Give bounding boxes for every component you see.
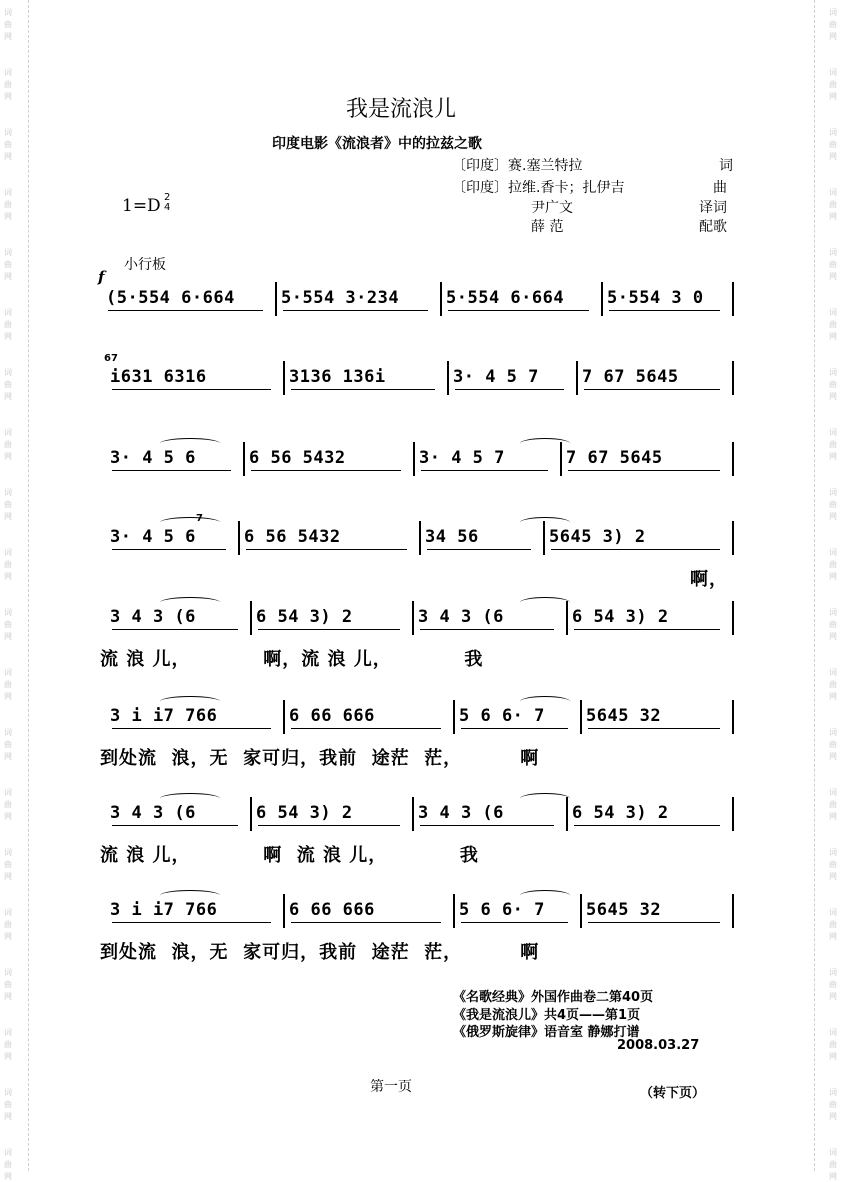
slur bbox=[160, 890, 220, 901]
barline bbox=[576, 361, 578, 395]
watermark-glyph: 网 bbox=[4, 212, 12, 221]
watermark-glyph: 词 bbox=[829, 1148, 837, 1157]
barline bbox=[412, 601, 414, 635]
watermark-glyph: 网 bbox=[4, 992, 12, 1001]
watermark-glyph: 词 bbox=[4, 428, 12, 437]
watermark-glyph: 曲 bbox=[4, 1040, 12, 1049]
watermark-glyph: 词 bbox=[4, 308, 12, 317]
watermark-glyph: 词 bbox=[829, 188, 837, 197]
watermark-glyph: 词 bbox=[4, 248, 12, 257]
measure: 3· 4 5 7 bbox=[419, 448, 505, 468]
beam-underline bbox=[455, 389, 564, 390]
beam-underline bbox=[588, 728, 720, 729]
slur bbox=[160, 597, 220, 608]
beam-underline bbox=[258, 825, 400, 826]
watermark-glyph: 网 bbox=[4, 932, 12, 941]
measure: 34 56 bbox=[425, 527, 479, 547]
beam-underline bbox=[258, 629, 400, 630]
measure: 6 56 5432 bbox=[244, 527, 341, 547]
measure: 7 67 5645 bbox=[566, 448, 663, 468]
watermark-glyph: 网 bbox=[829, 692, 837, 701]
measure: (5·554 6·664 bbox=[106, 288, 235, 308]
watermark-glyph: 词 bbox=[829, 128, 837, 137]
barline bbox=[440, 282, 442, 316]
watermark-glyph: 曲 bbox=[4, 500, 12, 509]
watermark-glyph: 词 bbox=[4, 908, 12, 917]
watermark-glyph: 词 bbox=[829, 1028, 837, 1037]
watermark-glyph: 曲 bbox=[829, 200, 837, 209]
barline bbox=[580, 894, 582, 928]
measure: 3· 4 5 7 bbox=[453, 367, 539, 387]
beam-underline bbox=[112, 549, 226, 550]
watermark-glyph: 网 bbox=[829, 332, 837, 341]
watermark-glyph: 词 bbox=[829, 848, 837, 857]
slur bbox=[160, 793, 220, 804]
watermark-glyph: 网 bbox=[4, 272, 12, 281]
measure: 6 54 3) 2 bbox=[572, 607, 669, 627]
watermark-glyph: 网 bbox=[829, 632, 837, 641]
measure: 6 56 5432 bbox=[249, 448, 346, 468]
watermark-glyph: 曲 bbox=[829, 1160, 837, 1169]
beam-underline bbox=[112, 389, 271, 390]
lyric-line: 啊， bbox=[690, 569, 728, 590]
barline bbox=[275, 282, 277, 316]
watermark-glyph: 网 bbox=[4, 812, 12, 821]
lyric-line: 到处流 浪，无 家可归，我前 途茫 茫， 啊 bbox=[100, 942, 540, 963]
watermark-glyph: 曲 bbox=[4, 920, 12, 929]
credit-lyricist-role: 词 bbox=[719, 158, 733, 174]
beam-underline bbox=[291, 389, 435, 390]
watermark-glyph: 网 bbox=[829, 1052, 837, 1061]
barline bbox=[732, 521, 734, 555]
watermark-glyph: 词 bbox=[4, 608, 12, 617]
beam-underline bbox=[251, 470, 401, 471]
grace-note: 67 bbox=[104, 353, 118, 364]
measure: 5645 32 bbox=[586, 706, 662, 726]
watermark-glyph: 曲 bbox=[4, 140, 12, 149]
watermark-glyph: 网 bbox=[4, 452, 12, 461]
barline bbox=[580, 700, 582, 734]
watermark-glyph: 曲 bbox=[4, 980, 12, 989]
measure: 6 54 3) 2 bbox=[256, 803, 353, 823]
measure: 6 54 3) 2 bbox=[256, 607, 353, 627]
watermark-glyph: 词 bbox=[4, 188, 12, 197]
watermark-glyph: 词 bbox=[829, 428, 837, 437]
watermark-glyph: 词 bbox=[829, 788, 837, 797]
watermark-glyph: 词 bbox=[829, 668, 837, 677]
page-label: 第一页 bbox=[370, 1079, 412, 1095]
barline bbox=[732, 361, 734, 395]
barline bbox=[283, 361, 285, 395]
time-signature-bottom: 4 bbox=[164, 202, 171, 213]
barline bbox=[419, 521, 421, 555]
measure: 5645 32 bbox=[586, 900, 662, 920]
watermark-glyph: 曲 bbox=[4, 860, 12, 869]
watermark-glyph: 词 bbox=[829, 8, 837, 17]
grace-note: 7 bbox=[196, 513, 203, 524]
lyric-line: 流 浪 儿， 啊，流 浪 儿， 我 bbox=[100, 649, 484, 670]
watermark-glyph: 词 bbox=[4, 788, 12, 797]
barline bbox=[238, 521, 240, 555]
barline bbox=[412, 797, 414, 831]
watermark-glyph: 词 bbox=[4, 668, 12, 677]
watermark-glyph: 曲 bbox=[4, 20, 12, 29]
watermark-glyph: 词 bbox=[4, 8, 12, 17]
watermark-glyph: 词 bbox=[829, 548, 837, 557]
barline bbox=[243, 442, 245, 476]
measure: 6 66 666 bbox=[289, 900, 375, 920]
watermark-glyph: 曲 bbox=[4, 260, 12, 269]
beam-underline bbox=[551, 549, 720, 550]
slur bbox=[520, 438, 570, 449]
beam-underline bbox=[448, 310, 589, 311]
lyric-line: 到处流 浪，无 家可归，我前 途茫 茫， 啊 bbox=[100, 748, 540, 769]
continue-label: （转下页） bbox=[640, 1086, 706, 1101]
watermark-glyph: 曲 bbox=[829, 920, 837, 929]
measure: 5·554 3 0 bbox=[607, 288, 704, 308]
watermark-glyph: 曲 bbox=[4, 1100, 12, 1109]
watermark-glyph: 曲 bbox=[4, 800, 12, 809]
beam-underline bbox=[112, 629, 238, 630]
watermark-glyph: 曲 bbox=[829, 440, 837, 449]
left-margin-guide bbox=[14, 0, 29, 1171]
watermark-glyph: 词 bbox=[4, 68, 12, 77]
watermark-glyph: 曲 bbox=[829, 620, 837, 629]
watermark-glyph: 曲 bbox=[829, 800, 837, 809]
barline bbox=[732, 601, 734, 635]
credit-arranger-role: 配歌 bbox=[699, 219, 727, 235]
watermark-glyph: 网 bbox=[829, 752, 837, 761]
watermark-glyph: 网 bbox=[4, 332, 12, 341]
watermark-glyph: 网 bbox=[4, 572, 12, 581]
watermark-glyph: 网 bbox=[829, 92, 837, 101]
beam-underline bbox=[420, 629, 554, 630]
watermark-glyph: 网 bbox=[4, 1112, 12, 1121]
measure: 5 6 6· 7 bbox=[459, 900, 545, 920]
song-title: 我是流浪儿 bbox=[346, 97, 457, 122]
key-signature: 1=D bbox=[122, 196, 161, 216]
watermark-glyph: 曲 bbox=[4, 740, 12, 749]
beam-underline bbox=[291, 922, 441, 923]
measure: 3 i i7 766 bbox=[110, 900, 218, 920]
slur bbox=[520, 597, 570, 608]
watermark-glyph: 词 bbox=[4, 968, 12, 977]
watermark-glyph: 网 bbox=[829, 392, 837, 401]
beam-underline bbox=[112, 922, 271, 923]
measure: 3136 136i bbox=[289, 367, 386, 387]
beam-underline bbox=[427, 549, 531, 550]
beam-underline bbox=[609, 310, 720, 311]
watermark-glyph: 网 bbox=[4, 692, 12, 701]
watermark-glyph: 曲 bbox=[829, 680, 837, 689]
watermark-glyph: 曲 bbox=[829, 140, 837, 149]
watermark-glyph: 曲 bbox=[829, 1040, 837, 1049]
slur bbox=[160, 696, 220, 707]
measure: 3· 4 5 6 bbox=[110, 527, 196, 547]
credit-arranger: 薛 范 bbox=[531, 219, 564, 235]
beam-underline bbox=[291, 728, 441, 729]
measure: 3· 4 5 6 bbox=[110, 448, 196, 468]
beam-underline bbox=[461, 728, 568, 729]
watermark-glyph: 网 bbox=[829, 1112, 837, 1121]
credit-composer: 〔印度〕拉维.香卡；扎伊吉 bbox=[452, 180, 625, 196]
watermark-glyph: 词 bbox=[829, 968, 837, 977]
watermark-glyph: 网 bbox=[829, 212, 837, 221]
watermark-glyph: 曲 bbox=[4, 1160, 12, 1169]
source-line-3: 《俄罗斯旋律》语音室 静娜打谱 bbox=[453, 1025, 640, 1040]
watermark-glyph: 网 bbox=[829, 452, 837, 461]
beam-underline bbox=[421, 470, 548, 471]
watermark-glyph: 词 bbox=[829, 68, 837, 77]
beam-underline bbox=[574, 629, 720, 630]
watermark-glyph: 曲 bbox=[829, 740, 837, 749]
watermark-glyph: 曲 bbox=[829, 560, 837, 569]
barline bbox=[732, 797, 734, 831]
watermark-glyph: 网 bbox=[829, 932, 837, 941]
watermark-glyph: 词 bbox=[4, 848, 12, 857]
slur bbox=[520, 793, 570, 804]
watermark-glyph: 网 bbox=[4, 632, 12, 641]
watermark-glyph: 网 bbox=[4, 752, 12, 761]
watermark-glyph: 网 bbox=[4, 152, 12, 161]
beam-underline bbox=[112, 825, 238, 826]
slur bbox=[160, 438, 220, 449]
barline bbox=[283, 700, 285, 734]
watermark-glyph: 曲 bbox=[829, 20, 837, 29]
measure: 6 66 666 bbox=[289, 706, 375, 726]
barline bbox=[447, 361, 449, 395]
credit-translator: 尹广文 bbox=[531, 200, 573, 216]
lyric-line: 流 浪 儿， 啊 流 浪 儿， 我 bbox=[100, 845, 479, 866]
barline bbox=[732, 442, 734, 476]
barline bbox=[250, 797, 252, 831]
watermark-glyph: 曲 bbox=[4, 440, 12, 449]
watermark-glyph: 词 bbox=[829, 1088, 837, 1097]
watermark-glyph: 曲 bbox=[829, 980, 837, 989]
barline bbox=[453, 700, 455, 734]
watermark-glyph: 曲 bbox=[829, 320, 837, 329]
barline bbox=[413, 442, 415, 476]
watermark-glyph: 网 bbox=[829, 872, 837, 881]
measure: 3 4 3 (6 bbox=[418, 607, 504, 627]
watermark-glyph: 曲 bbox=[829, 500, 837, 509]
beam-underline bbox=[108, 310, 263, 311]
watermark-glyph: 词 bbox=[829, 308, 837, 317]
barline bbox=[601, 282, 603, 316]
beam-underline bbox=[588, 922, 720, 923]
watermark-glyph: 网 bbox=[4, 872, 12, 881]
barline bbox=[250, 601, 252, 635]
watermark-glyph: 网 bbox=[829, 32, 837, 41]
beam-underline bbox=[461, 922, 568, 923]
watermark-glyph: 网 bbox=[829, 272, 837, 281]
measure: 6 54 3) 2 bbox=[572, 803, 669, 823]
watermark-glyph: 曲 bbox=[4, 680, 12, 689]
watermark-glyph: 曲 bbox=[4, 80, 12, 89]
measure: 5 6 6· 7 bbox=[459, 706, 545, 726]
measure: 3 4 3 (6 bbox=[110, 607, 196, 627]
watermark-glyph: 词 bbox=[4, 1028, 12, 1037]
dynamic-marking: f bbox=[98, 268, 105, 286]
beam-underline bbox=[574, 825, 720, 826]
measure: i631 6316 bbox=[110, 367, 207, 387]
watermark-glyph: 曲 bbox=[829, 860, 837, 869]
slur bbox=[520, 890, 570, 901]
watermark-glyph: 曲 bbox=[829, 80, 837, 89]
watermark-glyph: 网 bbox=[4, 512, 12, 521]
watermark-glyph: 曲 bbox=[4, 380, 12, 389]
measure: 3 i i7 766 bbox=[110, 706, 218, 726]
watermark-glyph: 曲 bbox=[4, 200, 12, 209]
beam-underline bbox=[568, 470, 720, 471]
watermark-glyph: 词 bbox=[4, 1088, 12, 1097]
measure: 5·554 6·664 bbox=[446, 288, 565, 308]
watermark-glyph: 词 bbox=[829, 488, 837, 497]
watermark-glyph: 词 bbox=[829, 908, 837, 917]
tempo-marking: 小行板 bbox=[124, 257, 166, 273]
source-line-1: 《名歌经典》外国作曲卷二第40页 bbox=[453, 990, 654, 1005]
watermark-glyph: 曲 bbox=[4, 560, 12, 569]
beam-underline bbox=[112, 728, 271, 729]
beam-underline bbox=[584, 389, 720, 390]
watermark-glyph: 词 bbox=[829, 728, 837, 737]
watermark-glyph: 词 bbox=[4, 1148, 12, 1157]
watermark-glyph: 网 bbox=[4, 92, 12, 101]
barline bbox=[453, 894, 455, 928]
watermark-glyph: 网 bbox=[4, 392, 12, 401]
watermark-glyph: 网 bbox=[4, 1052, 12, 1061]
measure: 3 4 3 (6 bbox=[110, 803, 196, 823]
watermark-glyph: 词 bbox=[829, 248, 837, 257]
watermark-glyph: 词 bbox=[4, 368, 12, 377]
barline bbox=[732, 700, 734, 734]
watermark-glyph: 网 bbox=[829, 1172, 837, 1181]
watermark-glyph: 网 bbox=[829, 512, 837, 521]
watermark-glyph: 网 bbox=[4, 1172, 12, 1181]
beam-underline bbox=[283, 310, 428, 311]
watermark-glyph: 网 bbox=[4, 32, 12, 41]
measure: 5645 3) 2 bbox=[549, 527, 646, 547]
barline bbox=[283, 894, 285, 928]
credit-lyricist: 〔印度〕赛.塞兰特拉 bbox=[452, 158, 583, 174]
source-line-2: 《我是流浪儿》共4页——第1页 bbox=[453, 1008, 641, 1023]
source-date: 2008.03.27 bbox=[617, 1038, 700, 1053]
watermark-glyph: 曲 bbox=[4, 620, 12, 629]
measure: 3 4 3 (6 bbox=[418, 803, 504, 823]
watermark-glyph: 词 bbox=[829, 368, 837, 377]
right-margin-guide bbox=[814, 0, 829, 1171]
watermark-glyph: 曲 bbox=[829, 1100, 837, 1109]
credit-composer-role: 曲 bbox=[713, 180, 727, 196]
slur bbox=[520, 696, 570, 707]
slur bbox=[520, 517, 570, 528]
watermark-glyph: 网 bbox=[829, 152, 837, 161]
barline bbox=[732, 894, 734, 928]
slur bbox=[160, 517, 220, 528]
measure: 7 67 5645 bbox=[582, 367, 679, 387]
beam-underline bbox=[420, 825, 554, 826]
measure: 5·554 3·234 bbox=[281, 288, 400, 308]
watermark-glyph: 曲 bbox=[4, 320, 12, 329]
time-signature bbox=[164, 193, 170, 213]
barline bbox=[732, 282, 734, 316]
watermark-glyph: 曲 bbox=[829, 260, 837, 269]
watermark-glyph: 网 bbox=[829, 572, 837, 581]
watermark-glyph: 网 bbox=[829, 992, 837, 1001]
watermark-glyph: 词 bbox=[829, 608, 837, 617]
watermark-glyph: 词 bbox=[4, 488, 12, 497]
beam-underline bbox=[246, 549, 407, 550]
watermark-glyph: 词 bbox=[4, 548, 12, 557]
song-subtitle: 印度电影《流浪者》中的拉兹之歌 bbox=[272, 136, 482, 152]
credit-translator-role: 译词 bbox=[699, 200, 727, 216]
time-signature-top: 2 bbox=[164, 192, 171, 203]
watermark-glyph: 网 bbox=[829, 812, 837, 821]
beam-underline bbox=[112, 470, 231, 471]
watermark-glyph: 词 bbox=[4, 728, 12, 737]
watermark-glyph: 曲 bbox=[829, 380, 837, 389]
watermark-glyph: 词 bbox=[4, 128, 12, 137]
